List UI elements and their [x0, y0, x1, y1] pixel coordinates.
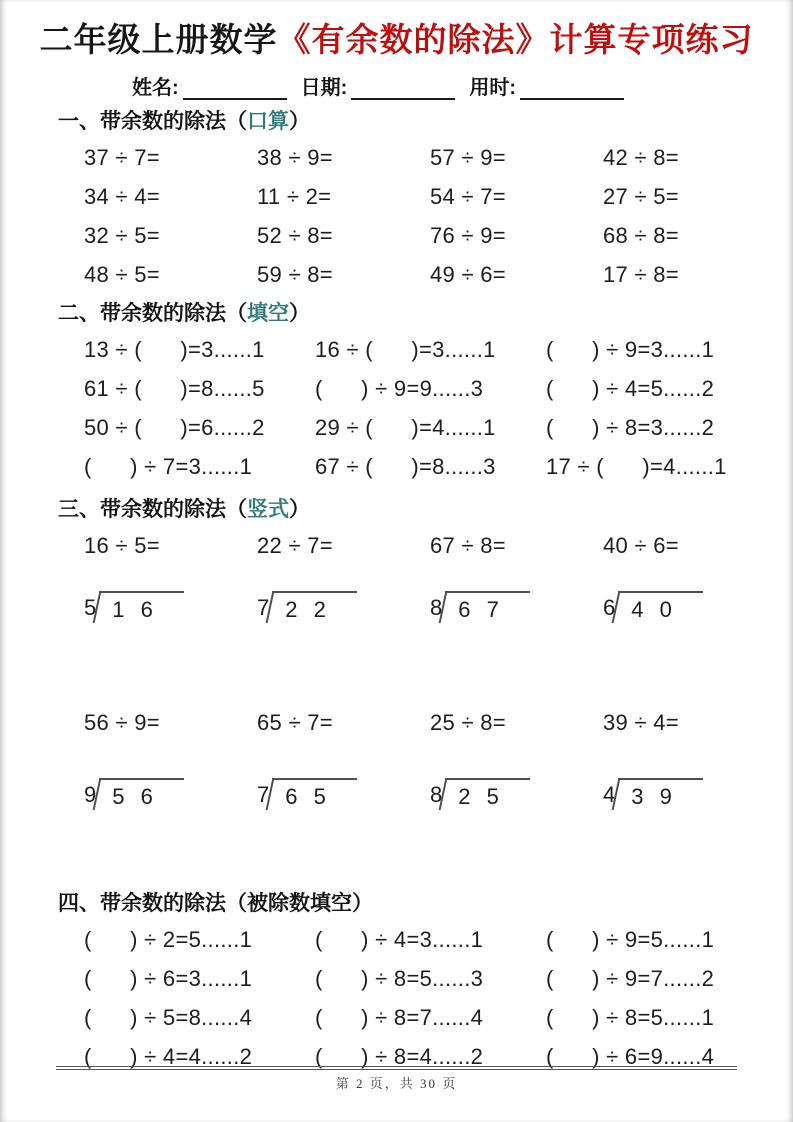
title-course-part: 二年级上册数学: [39, 21, 278, 58]
dividend-under-bracket: 6 5: [272, 778, 357, 814]
problem: 32 ÷ 5=: [84, 222, 160, 248]
section-3-heading-text: 三、带余数的除法: [58, 498, 226, 521]
problem: 67 ÷ ( )=8......3: [315, 453, 496, 479]
date-blank: [351, 78, 455, 100]
equation: 39 ÷ 4=: [603, 709, 679, 735]
problem: ( ) ÷ 4=3......1: [315, 926, 484, 952]
problem: ( ) ÷ 9=5......1: [546, 926, 715, 952]
divisor: 7: [257, 595, 270, 620]
problem: 61 ÷ ( )=8......5: [84, 375, 265, 401]
problem: 59 ÷ 8=: [257, 261, 333, 287]
paren-open: （: [226, 498, 247, 521]
problem: ( ) ÷ 2=5......1: [84, 926, 253, 952]
problem: 42 ÷ 8=: [603, 144, 679, 170]
dividend-under-bracket: 3 9: [618, 778, 703, 814]
footer-divider: [56, 1066, 737, 1070]
equation: 67 ÷ 8=: [430, 532, 506, 558]
section-3-heading: [58, 496, 793, 524]
vertical-form-equations-row-1: [84, 526, 793, 565]
problem: ( ) ÷ 6=3......1: [84, 965, 253, 991]
paren-open: （: [226, 302, 247, 325]
problem: 52 ÷ 8=: [257, 222, 333, 248]
section-1-heading-text: 一、带余数的除法: [58, 110, 226, 133]
long-division-problem: [257, 591, 430, 627]
paren-close: ）: [289, 302, 310, 325]
problem: ( ) ÷ 8=7......4: [315, 1004, 484, 1030]
problem: 76 ÷ 9=: [430, 222, 506, 248]
long-division-problem: [84, 778, 257, 814]
divisor: 7: [257, 782, 270, 807]
date-label: 日期:: [300, 77, 348, 99]
problem: ( ) ÷ 7=3......1: [84, 453, 253, 479]
equation: 25 ÷ 8=: [430, 709, 506, 735]
fill-blank-grid: [84, 330, 793, 486]
problem: 57 ÷ 9=: [430, 144, 506, 170]
divisor: 4: [603, 782, 616, 807]
section-2-tag: 填空: [247, 302, 289, 325]
page-number: 第 2 页，共 30 页: [335, 1076, 458, 1091]
equation: 22 ÷ 7=: [257, 532, 333, 558]
student-info-line: [132, 76, 793, 100]
name-label: 姓名:: [132, 77, 179, 99]
dividend-under-bracket: 2 5: [445, 778, 530, 814]
problem: ( ) ÷ 9=7......2: [546, 965, 715, 991]
problem: ( ) ÷ 4=5......2: [546, 375, 715, 401]
paren-close: ）: [289, 110, 310, 133]
problem: 38 ÷ 9=: [257, 144, 333, 170]
problem: 34 ÷ 4=: [84, 183, 160, 209]
section-4-heading: [58, 890, 793, 918]
section-2-heading-text: 二、带余数的除法: [58, 302, 226, 325]
oral-calculation-grid: [84, 138, 793, 294]
section-2-heading: [58, 300, 793, 328]
divisor: 6: [603, 595, 616, 620]
paren-close: ）: [289, 498, 310, 521]
dividend-under-bracket: 4 0: [618, 591, 703, 627]
problem: 16 ÷ ( )=3......1: [315, 336, 496, 362]
time-blank: [520, 78, 624, 100]
problem: ( ) ÷ 8=3......2: [546, 414, 715, 440]
section-1-tag: 口算: [247, 110, 289, 133]
time-label: 用时:: [469, 77, 517, 99]
problem: 13 ÷ ( )=3......1: [84, 336, 265, 362]
section-1-heading: [58, 108, 793, 136]
problem: 37 ÷ 7=: [84, 144, 160, 170]
dividend-under-bracket: 1 6: [99, 591, 184, 627]
problem: 54 ÷ 7=: [430, 183, 506, 209]
divisor: 5: [84, 595, 97, 620]
problem: 11 ÷ 2=: [257, 183, 332, 209]
problem: ( ) ÷ 5=8......4: [84, 1004, 253, 1030]
long-division-problem: [430, 591, 603, 627]
paren-open: （: [226, 110, 247, 133]
problem: 48 ÷ 5=: [84, 261, 160, 287]
divisor: 8: [430, 782, 443, 807]
dividend-fill-grid: [84, 920, 793, 1076]
problem: ( ) ÷ 4=4......2: [84, 1043, 253, 1069]
problem: 17 ÷ ( )=4......1: [546, 453, 727, 479]
equation: 56 ÷ 9=: [84, 709, 160, 735]
problem: 17 ÷ 8=: [603, 261, 679, 287]
title-topic-part: 《有余数的除法》计算专项练习: [277, 21, 754, 58]
vertical-form-equations-row-2: [84, 703, 793, 742]
problem: ( ) ÷ 8=5......1: [546, 1004, 715, 1030]
divisor: 8: [430, 595, 443, 620]
problem: 50 ÷ ( )=6......2: [84, 414, 265, 440]
section-4-heading-text: 四、带余数的除法（被除数填空）: [58, 892, 373, 915]
equation: 16 ÷ 5=: [84, 532, 160, 558]
name-blank: [183, 78, 287, 100]
long-division-problem: [84, 591, 257, 627]
dividend-under-bracket: 2 2: [272, 591, 357, 627]
equation: 40 ÷ 6=: [603, 532, 679, 558]
problem: ( ) ÷ 9=3......1: [546, 336, 715, 362]
problem: ( ) ÷ 6=9......4: [546, 1043, 715, 1069]
page-title: [0, 0, 793, 62]
dividend-under-bracket: 6 7: [445, 591, 530, 627]
problem: 27 ÷ 5=: [603, 183, 679, 209]
long-division-problem: [603, 591, 776, 627]
long-division-row-1: [84, 591, 793, 627]
long-division-row-2: [84, 778, 793, 814]
problem: 29 ÷ ( )=4......1: [315, 414, 496, 440]
problem: ( ) ÷ 9=9......3: [315, 375, 484, 401]
long-division-problem: [603, 778, 776, 814]
long-division-problem: [257, 778, 430, 814]
dividend-under-bracket: 5 6: [99, 778, 184, 814]
long-division-problem: [430, 778, 603, 814]
equation: 65 ÷ 7=: [257, 709, 333, 735]
problem: ( ) ÷ 8=4......2: [315, 1043, 484, 1069]
problem: ( ) ÷ 8=5......3: [315, 965, 484, 991]
problem: 68 ÷ 8=: [603, 222, 679, 248]
problem: 49 ÷ 6=: [430, 261, 506, 287]
section-3-tag: 竖式: [247, 498, 289, 521]
divisor: 9: [84, 782, 97, 807]
